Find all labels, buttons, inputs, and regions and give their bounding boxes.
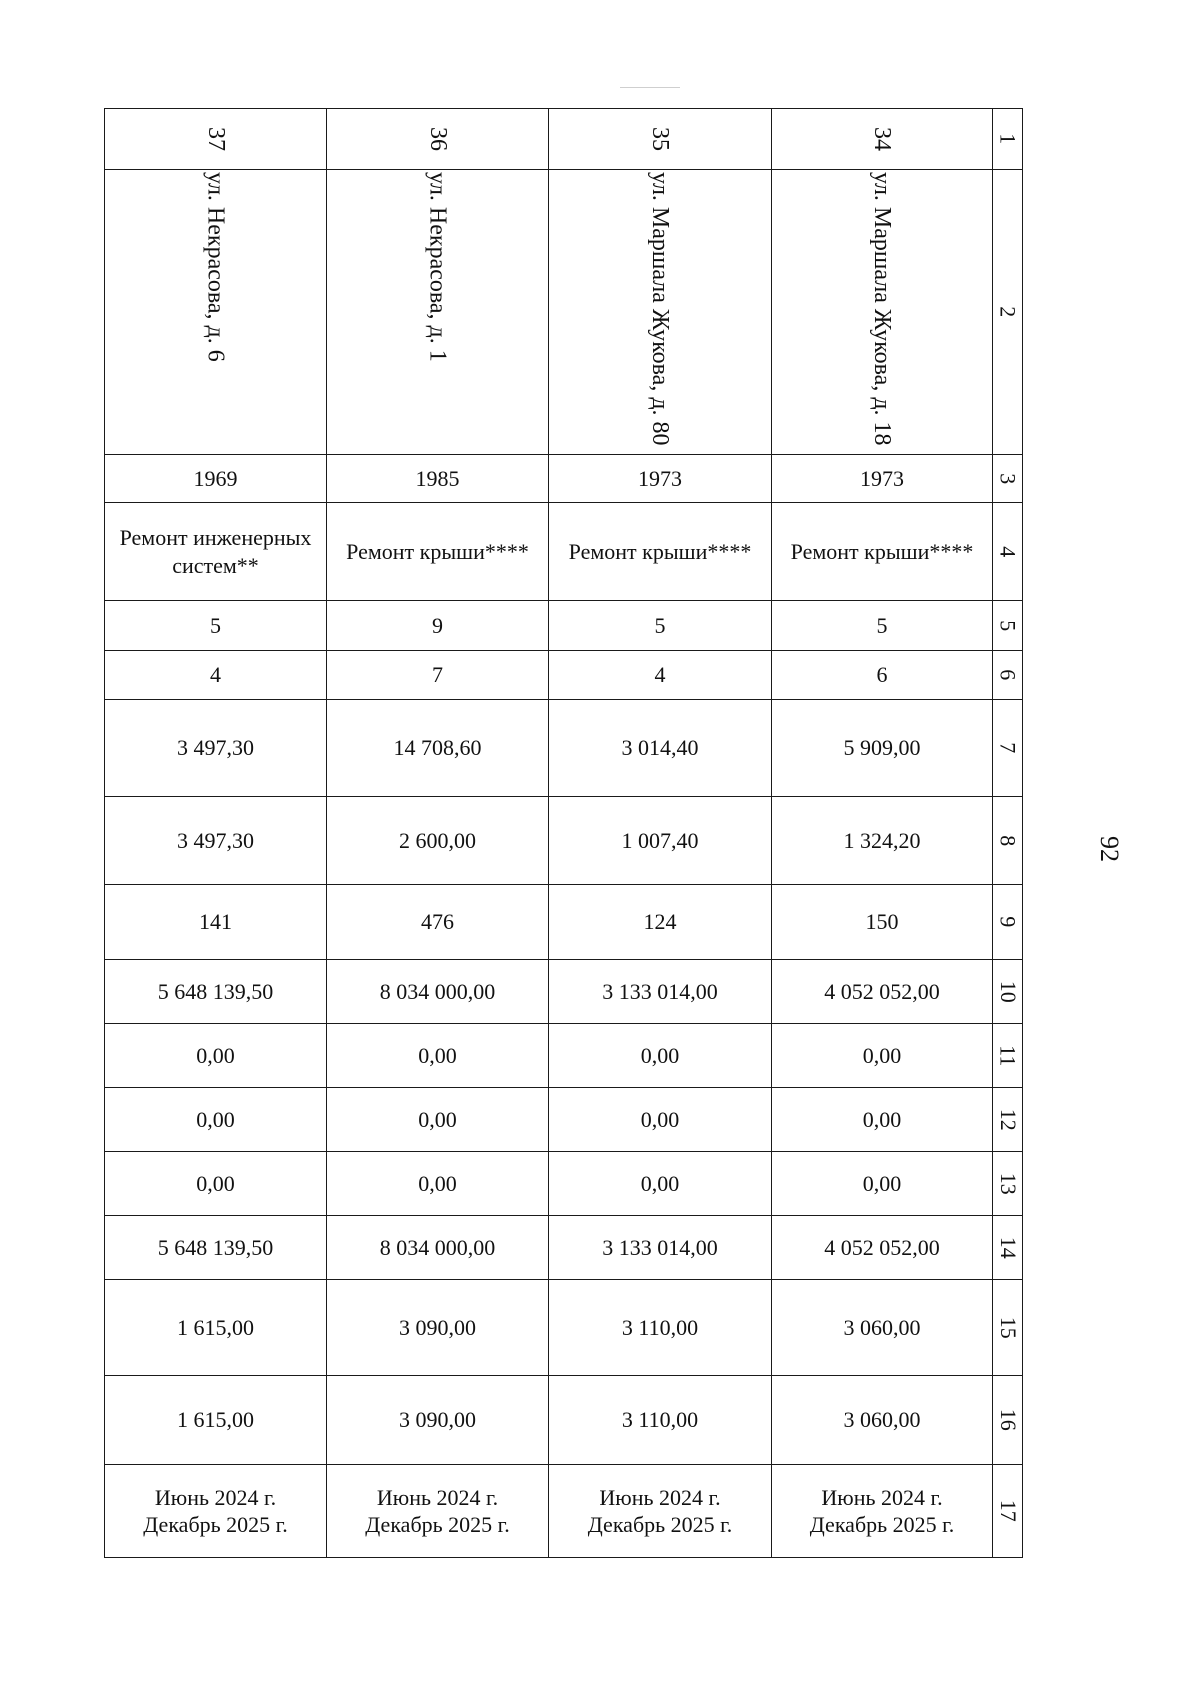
- table-row-work-type: [105, 503, 1023, 601]
- cell-col16-1: 3 090,00: [327, 1376, 549, 1465]
- column-number-9: 9: [993, 885, 1023, 960]
- cell-period-0: [105, 1465, 327, 1558]
- column-number-1: 1: [993, 109, 1023, 170]
- cell-col11-3: 0,00: [772, 1024, 993, 1088]
- cell-col14-3: 4 052 052,00: [772, 1216, 993, 1280]
- cell-col10-3: 4 052 052,00: [772, 960, 993, 1024]
- column-number-6: 6: [993, 651, 1023, 700]
- cell-col5-3: 5: [772, 601, 993, 651]
- cell-col11-1: 0,00: [327, 1024, 549, 1088]
- cell-col13-3: 0,00: [772, 1152, 993, 1216]
- cell-period-1: [327, 1465, 549, 1558]
- table-row-12: [105, 1088, 1023, 1152]
- cell-col14-2: 3 133 014,00: [549, 1216, 772, 1280]
- cell-col16-0: 1 615,00: [105, 1376, 327, 1465]
- column-number-17: 17: [993, 1465, 1023, 1558]
- cell-col10-0: 5 648 139,50: [105, 960, 327, 1024]
- cell-col7-1: 14 708,60: [327, 700, 549, 797]
- cell-col8-0: 3 497,30: [105, 797, 327, 885]
- cell-col7-3: 5 909,00: [772, 700, 993, 797]
- cell-col13-1: 0,00: [327, 1152, 549, 1216]
- cell-col8-1: 2 600,00: [327, 797, 549, 885]
- cell-year-0: 1969: [105, 455, 327, 503]
- table-row-index: [105, 109, 1023, 170]
- table-row-15: [105, 1280, 1023, 1376]
- cell-col5-1: 9: [327, 601, 549, 651]
- cell-col12-1: 0,00: [327, 1088, 549, 1152]
- column-number-7: 7: [993, 700, 1023, 797]
- cell-col10-1: 8 034 000,00: [327, 960, 549, 1024]
- cell-col16-3: 3 060,00: [772, 1376, 993, 1465]
- cell-address-1: ул. Некрасова, д. 1: [327, 170, 549, 455]
- table-row-14: [105, 1216, 1023, 1280]
- column-number-2: 2: [993, 170, 1023, 455]
- table-row-7: [105, 700, 1023, 797]
- cell-work-type-3: Ремонт крыши****: [772, 503, 993, 601]
- cell-col14-1: 8 034 000,00: [327, 1216, 549, 1280]
- period-start: Июнь 2024 г.: [376, 1484, 499, 1510]
- scan-artifact-line: [620, 87, 680, 88]
- table-row-address: [105, 170, 1023, 455]
- cell-col11-2: 0,00: [549, 1024, 772, 1088]
- cell-year-2: 1973: [549, 455, 772, 503]
- column-number-11: 11: [993, 1024, 1023, 1088]
- cell-col9-1: 476: [327, 885, 549, 960]
- cell-col8-2: 1 007,40: [549, 797, 772, 885]
- column-number-4: 4: [993, 503, 1023, 601]
- cell-col10-2: 3 133 014,00: [549, 960, 772, 1024]
- table-row-year: [105, 455, 1023, 503]
- cell-col9-2: 124: [549, 885, 772, 960]
- table-row-period: [105, 1465, 1023, 1558]
- cell-col9-3: 150: [772, 885, 993, 960]
- table-row-11: [105, 1024, 1023, 1088]
- column-number-15: 15: [993, 1280, 1023, 1376]
- column-number-16: 16: [993, 1376, 1023, 1465]
- cell-work-type-2: Ремонт крыши****: [549, 503, 772, 601]
- cell-work-type-1: Ремонт крыши****: [327, 503, 549, 601]
- cell-col7-0: 3 497,30: [105, 700, 327, 797]
- column-number-13: 13: [993, 1152, 1023, 1216]
- period-end: Декабрь 2025 г.: [809, 1512, 955, 1537]
- page-number: 92: [1095, 836, 1124, 862]
- period-start: Июнь 2024 г.: [599, 1484, 721, 1510]
- cell-col14-0: 5 648 139,50: [105, 1216, 327, 1280]
- period-start: Июнь 2024 г.: [154, 1484, 277, 1510]
- cell-col12-0: 0,00: [105, 1088, 327, 1152]
- column-number-10: 10: [993, 960, 1023, 1024]
- cell-col7-2: 3 014,40: [549, 700, 772, 797]
- cell-address-3: ул. Маршала Жукова, д. 18: [772, 170, 993, 455]
- cell-address-2: ул. Маршала Жукова, д. 80: [549, 170, 772, 455]
- cell-col15-0: 1 615,00: [105, 1280, 327, 1376]
- cell-col5-2: 5: [549, 601, 772, 651]
- column-number-3: 3: [993, 455, 1023, 503]
- period-start: Июнь 2024 г.: [821, 1484, 943, 1510]
- cell-index-1: 36: [327, 109, 549, 170]
- cell-index-0: 37: [105, 109, 327, 170]
- table-row-8: [105, 797, 1023, 885]
- cell-index-3: 34: [772, 109, 993, 170]
- column-number-12: 12: [993, 1088, 1023, 1152]
- period-end: Декабрь 2025 г.: [143, 1512, 288, 1537]
- cell-col6-3: 6: [772, 651, 993, 700]
- table-row-16: [105, 1376, 1023, 1465]
- cell-col6-1: 7: [327, 651, 549, 700]
- cell-work-type-0: Ремонт инженерных систем**: [105, 503, 327, 601]
- cell-col15-1: 3 090,00: [327, 1280, 549, 1376]
- cell-col15-3: 3 060,00: [772, 1280, 993, 1376]
- cell-col11-0: 0,00: [105, 1024, 327, 1088]
- column-number-5: 5: [993, 601, 1023, 651]
- cell-col6-2: 4: [549, 651, 772, 700]
- cell-address-0: ул. Некрасова, д. 6: [105, 170, 327, 455]
- cell-col6-0: 4: [105, 651, 327, 700]
- cell-index-2: 35: [549, 109, 772, 170]
- table-row-9: [105, 885, 1023, 960]
- cell-col8-3: 1 324,20: [772, 797, 993, 885]
- cell-col9-0: 141: [105, 885, 327, 960]
- column-number-14: 14: [993, 1216, 1023, 1280]
- column-number-8: 8: [993, 797, 1023, 885]
- cell-col13-2: 0,00: [549, 1152, 772, 1216]
- cell-col12-3: 0,00: [772, 1088, 993, 1152]
- cell-col12-2: 0,00: [549, 1088, 772, 1152]
- cell-period-2: [549, 1465, 772, 1558]
- cell-col15-2: 3 110,00: [549, 1280, 772, 1376]
- table-row-5: [105, 601, 1023, 651]
- housing-repair-table: [104, 108, 1023, 1558]
- cell-col16-2: 3 110,00: [549, 1376, 772, 1465]
- table-row-6: [105, 651, 1023, 700]
- cell-year-3: 1973: [772, 455, 993, 503]
- period-end: Декабрь 2025 г.: [365, 1512, 510, 1537]
- table-row-10: [105, 960, 1023, 1024]
- cell-col13-0: 0,00: [105, 1152, 327, 1216]
- cell-year-1: 1985: [327, 455, 549, 503]
- cell-col5-0: 5: [105, 601, 327, 651]
- cell-period-3: [772, 1465, 993, 1558]
- table-row-13: [105, 1152, 1023, 1216]
- period-end: Декабрь 2025 г.: [587, 1512, 733, 1537]
